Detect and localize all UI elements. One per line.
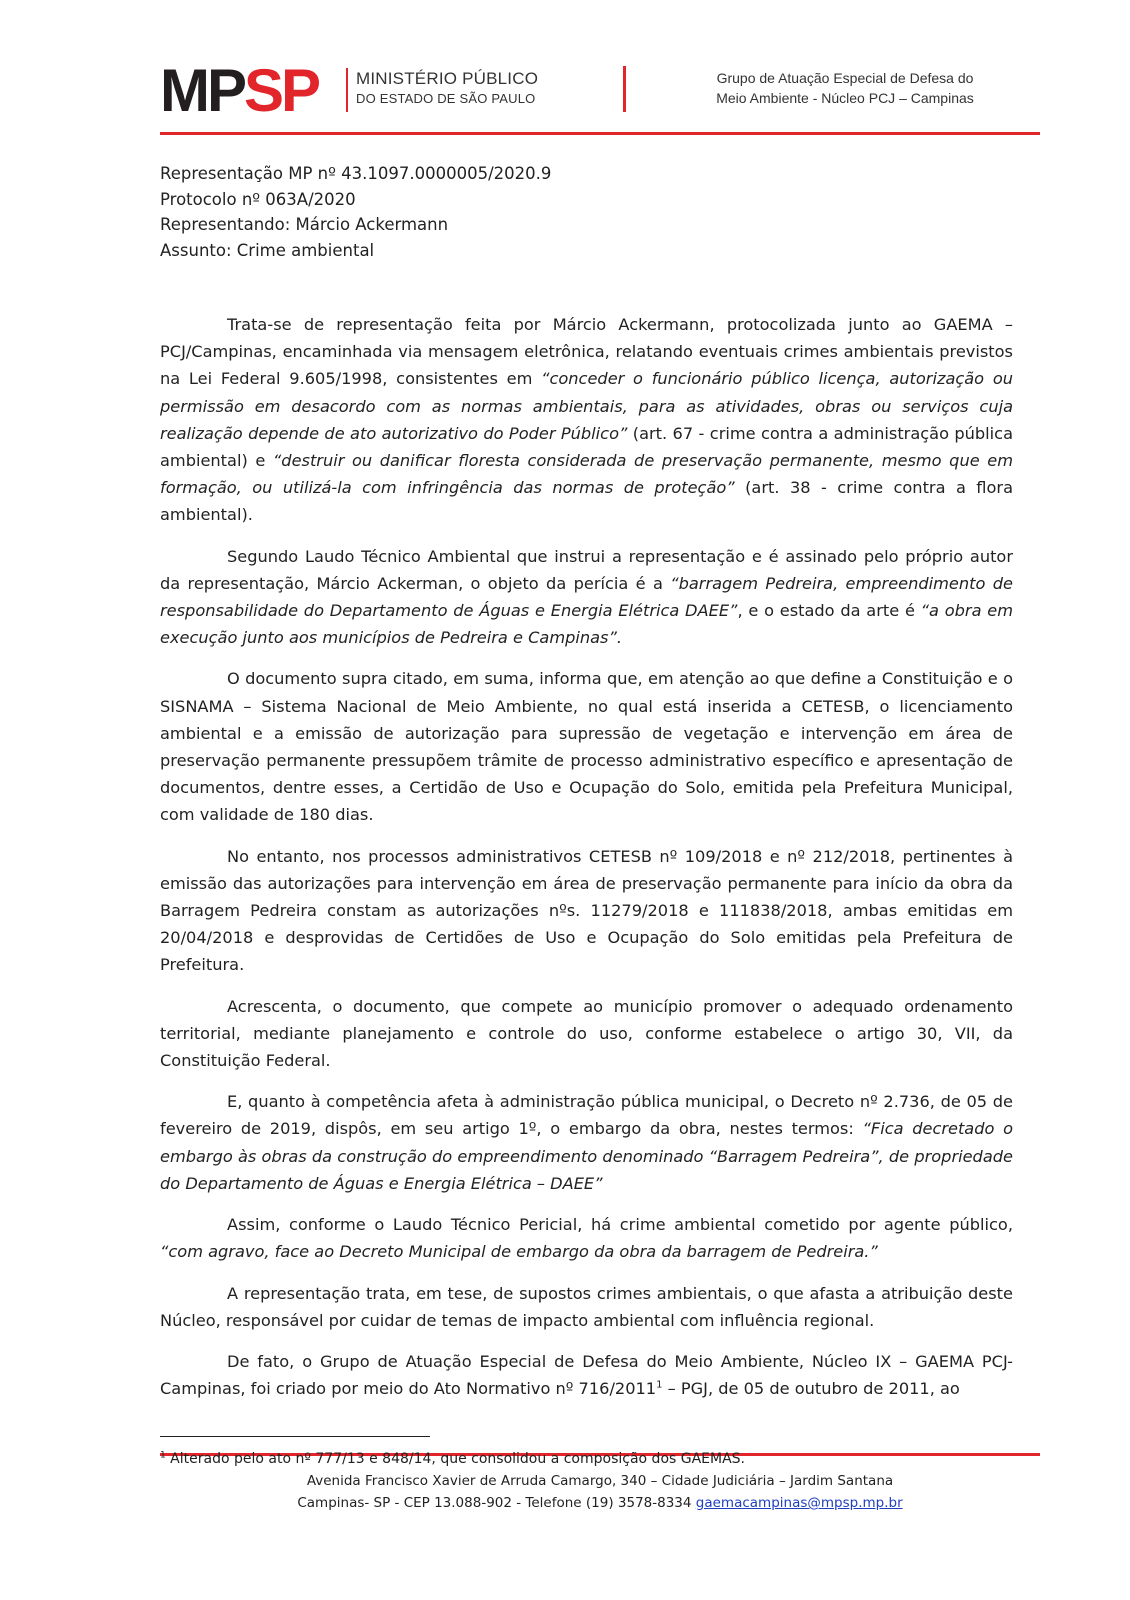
paragraph-5: Acrescenta, o documento, que compete ao município promover o adequado ordenamento territorial, mediante planejamento e controle do uso, conforme estabelece o artigo 30, VII, da Constituição Federal. bbox=[160, 996, 1013, 1071]
footer bbox=[160, 1470, 1040, 1514]
p7-quote: “com agravo, face ao Decreto Municipal de embargo da obra da barragem de Pedreira.” bbox=[160, 1242, 878, 1262]
p1-text-c: (art. 38 - crime contra a flora ambiental). bbox=[160, 478, 1013, 525]
paragraph-6 bbox=[160, 1088, 1013, 1197]
group-line2: Meio Ambiente - Núcleo PCJ – Campinas bbox=[716, 90, 974, 106]
p2-text-a: Segundo Laudo Técnico Ambiental que instrui a representação e é assinado pelo próprio autor da representação, Márcio Ackerman, o objeto da perícia é a bbox=[160, 546, 1013, 593]
group-line1: Grupo de Atuação Especial de Defesa do bbox=[716, 70, 974, 86]
footer-contact bbox=[160, 1492, 1040, 1514]
p2-quote-a: “barragem Pedreira, empreendimento de responsabilidade do Departamento de Águas e Energia Elétrica DAEE” bbox=[160, 573, 1013, 621]
mpsp-logo bbox=[160, 57, 319, 124]
meta-protocolo: Protocolo nº 063A/2020 bbox=[160, 189, 356, 209]
ministry-line2: DO ESTADO DE SÃO PAULO bbox=[356, 91, 536, 106]
footnote bbox=[160, 1450, 745, 1468]
p1-quote-b: “destruir ou danificar floresta considerada de preservação permanente, mesmo que em formação, ou utilizá-la com infringência das normas de proteção” bbox=[160, 451, 1013, 498]
footer-address: Avenida Francisco Xavier de Arruda Camargo, 340 – Cidade Judiciária – Jardim Santana bbox=[306, 1473, 894, 1489]
ministry-line1: MINISTÉRIO PÚBLICO bbox=[356, 69, 539, 88]
footnote-text: Alterado pelo ato nº 777/13 e 848/14, que consolidou a composição dos GAEMAS. bbox=[165, 1451, 746, 1467]
group-name bbox=[690, 68, 1000, 108]
p6-quote: “Fica decretado o embargo às obras da construção do empreendimento denominado “Barragem Pedreira”, de propriedade do Departamento de Águas e Energia Elétrica – DAEE” bbox=[160, 1119, 1013, 1193]
meta-representando: Representando: Márcio Ackermann bbox=[160, 215, 449, 234]
p2-quote-b: “a obra em execução junto aos municípios de Pedreira e Campinas”. bbox=[160, 601, 1013, 648]
p9-text-a: De fato, o Grupo de Atuação Especial de Defesa do Meio Ambiente, Núcleo IX – GAEMA PCJ-Campinas, foi criado por meio do Ato Normativo nº 716/2011 bbox=[160, 1351, 1013, 1399]
paragraph-9 bbox=[160, 1348, 1013, 1402]
meta-assunto: Assunto: Crime ambiental bbox=[160, 240, 375, 260]
logo-sp-text: SP bbox=[244, 57, 319, 124]
footnote-rule bbox=[160, 1436, 430, 1437]
footer-email-link[interactable]: gaemacampinas@mpsp.mp.br bbox=[695, 1495, 903, 1511]
p2-text-b: , e o estado da arte é bbox=[737, 601, 921, 621]
p6-text: E, quanto à competência afeta à administração pública municipal, o Decreto nº 2.736, de 05 de fevereiro de 2019, dispôs, em seu artigo 1º, o embargo da obra, nestes termos: bbox=[160, 1092, 1013, 1139]
p1-text-a: Trata-se de representação feita por Márcio Ackermann, protocolizada junto ao GAEMA – PCJ/Campinas, encaminhada via mensagem eletrônica, relatando eventuais crimes ambientais previstos na Lei Federal 9.605/1998, consistentes em bbox=[160, 315, 1013, 389]
p1-quote-a: “conceder o funcionário público licença, autorização ou permissão em desacordo com as normas ambientais, para as atividades, obras ou serviços cuja realização depende de ato autorizativo do Poder Público” bbox=[160, 369, 1013, 443]
paragraph-7 bbox=[160, 1211, 1013, 1265]
ministry-name bbox=[356, 70, 538, 105]
p7-text: Assim, conforme o Laudo Técnico Pericial, há crime ambiental cometido por agente público, bbox=[227, 1215, 1013, 1235]
paragraph-3: O documento supra citado, em suma, informa que, em atenção ao que define a Constituição e o SISNAMA – Sistema Nacional de Meio Ambiente, no qual está inserida a CETESB, o licenciamento ambiental e a emissão de autorização para supressão de vegetação e intervenção em área de preservação permanente pressupõem trâmite de processo administrativo específico e apresentação de documentos, dentre esses, a Certidão de Uso e Ocupação do Solo, emitida pela Prefeitura Municipal, com validade de 180 dias. bbox=[160, 669, 1013, 825]
document-body bbox=[160, 311, 1013, 1416]
paragraph-4: No entanto, nos processos administrativos CETESB nº 109/2018 e nº 212/2018, pertinentes à emissão das autorizações para intervenção em área de preservação permanente para início da obra da Barragem Pedreira constam as autorizações nºs. 11279/2018 e 111838/2018, ambas emitidas em 20/04/2018 e desprovidas de Certidões de Uso e Ocupação do Solo emitidas pela Prefeitura de Prefeitura. bbox=[160, 846, 1013, 975]
logo-mp-text: MP bbox=[160, 57, 244, 124]
paragraph-2 bbox=[160, 543, 1013, 652]
p9-text-b: – PGJ, de 05 de outubro de 2011, ao bbox=[662, 1379, 960, 1399]
footer-contact-text: Campinas- SP - CEP 13.088-902 - Telefone (19) 3578-8334 bbox=[297, 1495, 696, 1511]
meta-representacao: Representação MP nº 43.1097.0000005/2020.9 bbox=[160, 164, 552, 183]
header-rule bbox=[160, 132, 1040, 135]
footnote-marker: 1 bbox=[160, 1450, 166, 1461]
case-meta bbox=[160, 161, 551, 263]
header-divider bbox=[623, 66, 626, 112]
paragraph-8: A representação trata, em tese, de supostos crimes ambientais, o que afasta a atribuição deste Núcleo, responsável por cuidar de temas de impacto ambiental com influência regional. bbox=[160, 1283, 1013, 1330]
footnote-ref: 1 bbox=[656, 1379, 663, 1391]
logo-divider bbox=[346, 68, 348, 112]
paragraph-1 bbox=[160, 311, 1013, 529]
p1-text-b: (art. 67 - crime contra a administração pública ambiental) e bbox=[160, 423, 1013, 471]
